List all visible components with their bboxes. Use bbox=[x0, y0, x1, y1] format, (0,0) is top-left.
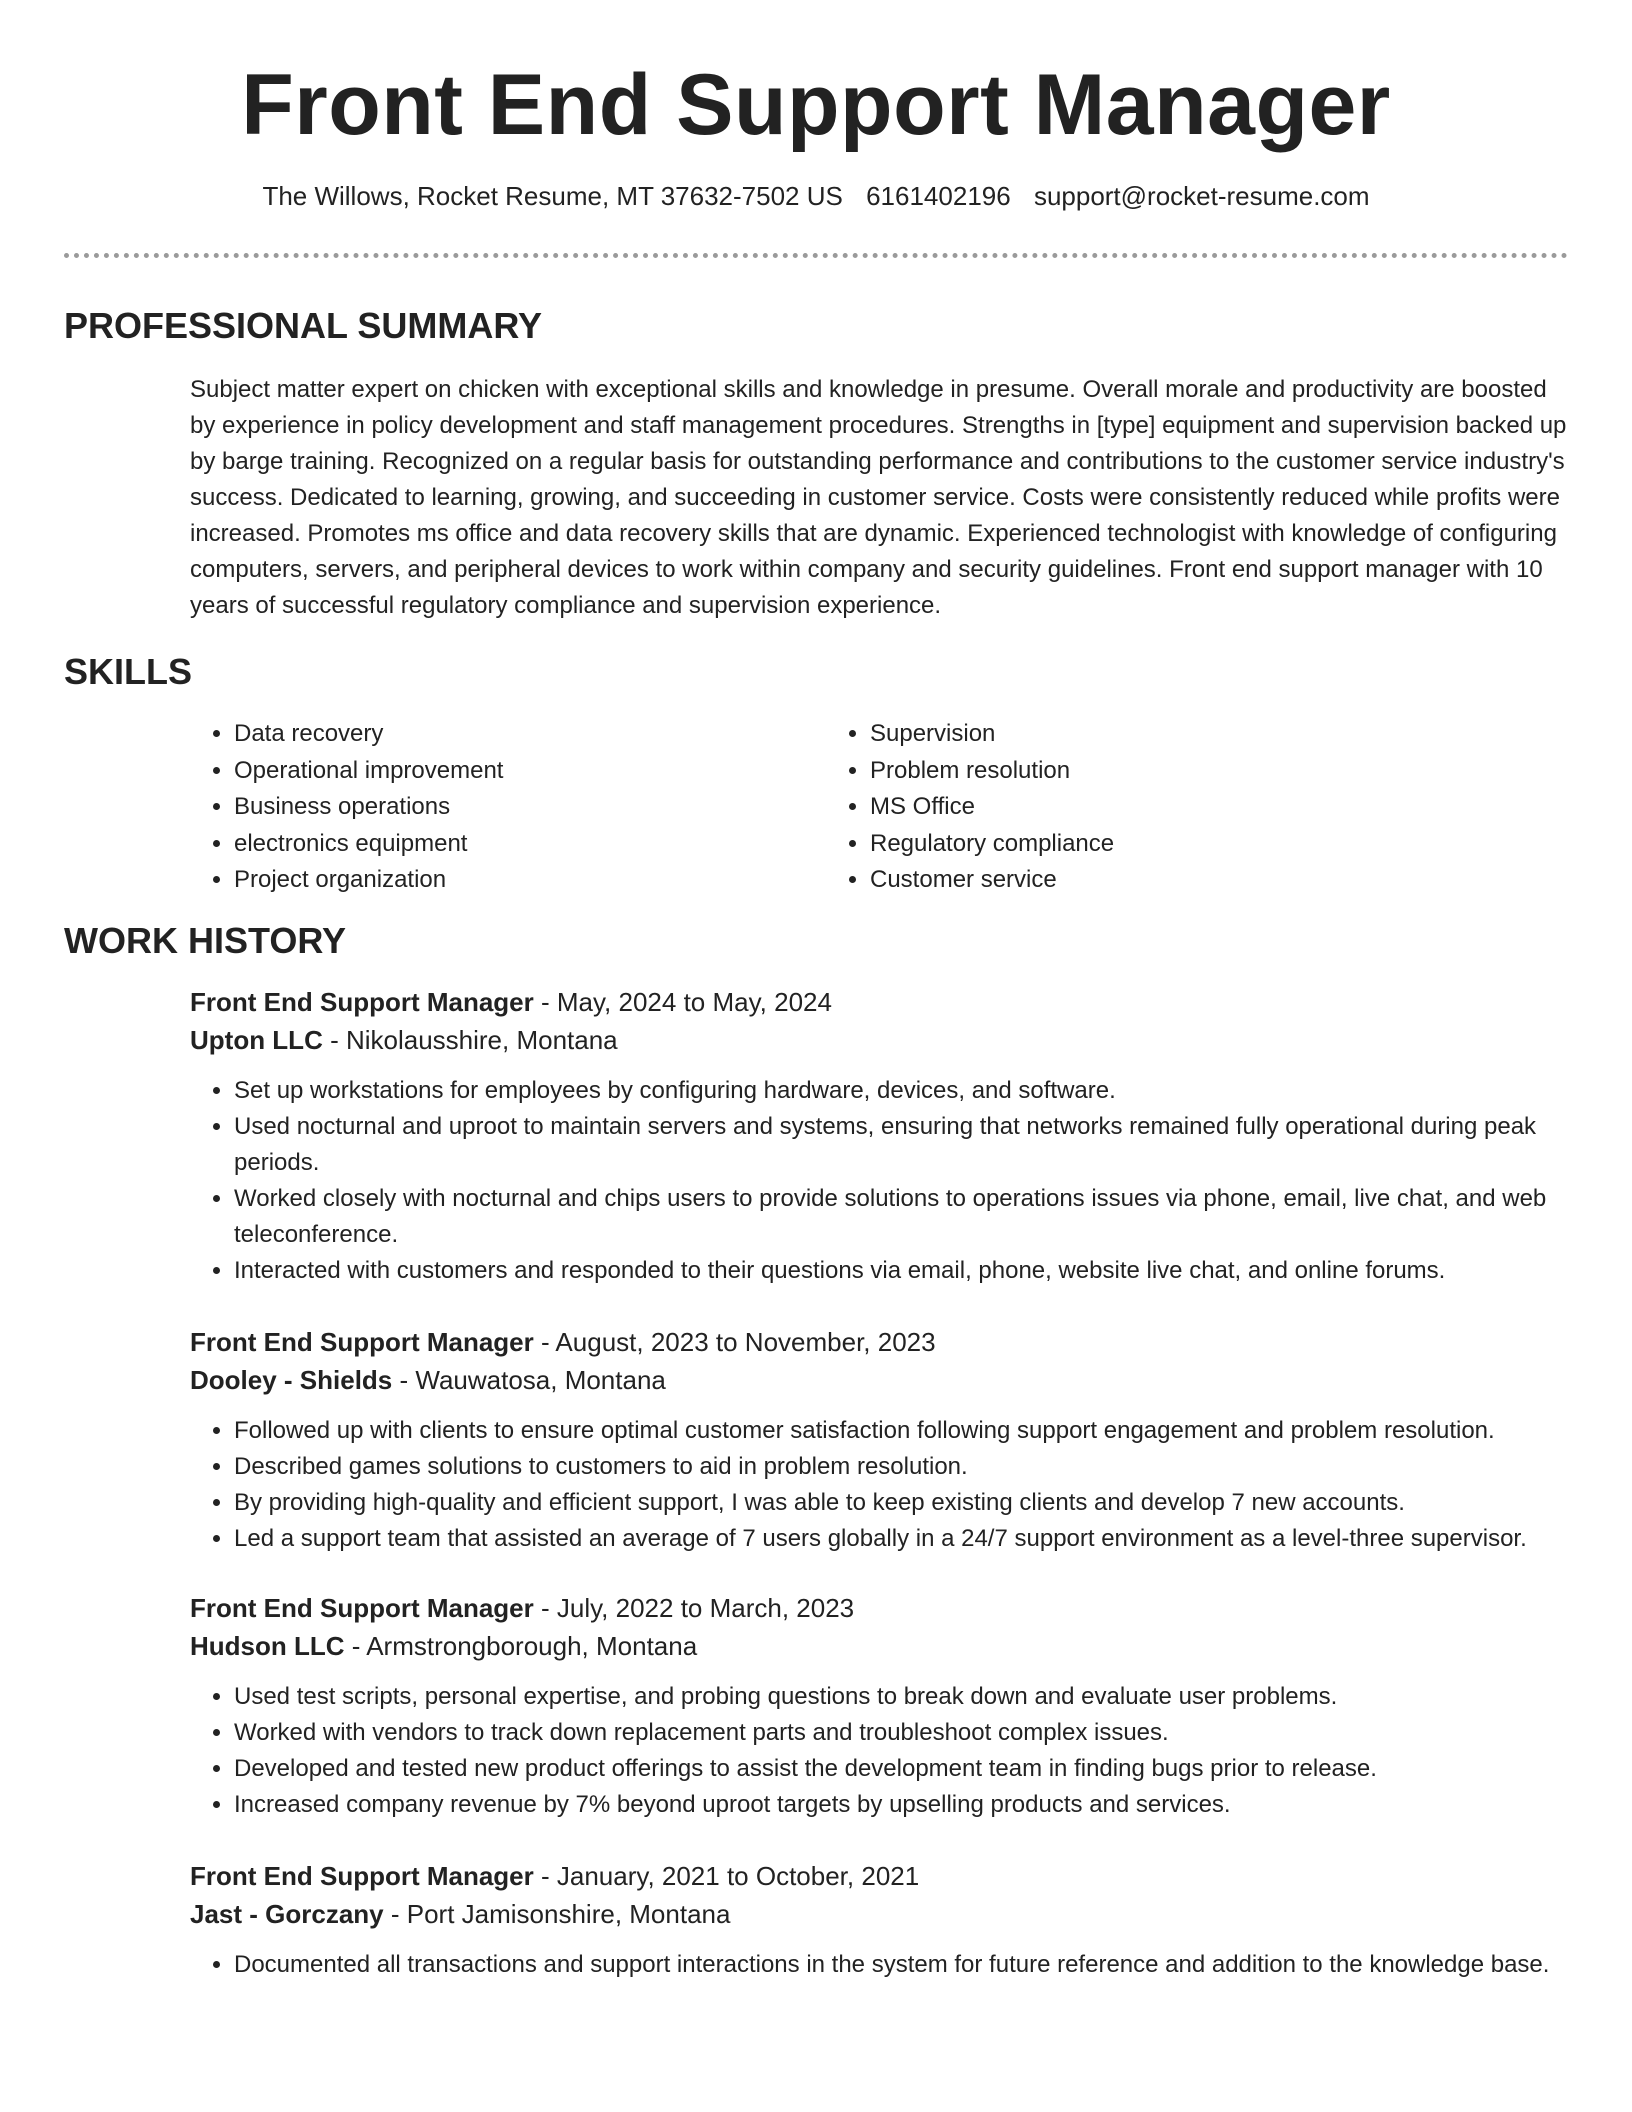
skills-column-right bbox=[826, 716, 1462, 899]
skill-item: • Project organization bbox=[234, 862, 826, 899]
job-title-line bbox=[190, 1323, 1568, 1361]
skill-item: • electronics equipment bbox=[234, 826, 826, 863]
job-title-line bbox=[190, 1857, 1568, 1895]
job-bullet: • Described games solutions to customers to aid in problem resolution. bbox=[234, 1449, 1568, 1485]
job-location: - Wauwatosa, Montana bbox=[392, 1364, 666, 1395]
job-company: Jast - Gorczany bbox=[190, 1898, 384, 1929]
job-company: Upton LLC bbox=[190, 1024, 323, 1055]
skill-item: • Operational improvement bbox=[234, 753, 826, 790]
skills-heading: SKILLS bbox=[64, 651, 193, 692]
job-entry bbox=[190, 1323, 1568, 1557]
skill-item: • Problem resolution bbox=[870, 753, 1462, 790]
job-company-line bbox=[190, 1895, 1568, 1933]
header-divider bbox=[64, 253, 1568, 258]
skill-item: • Supervision bbox=[870, 716, 1462, 753]
job-location: - Armstrongborough, Montana bbox=[344, 1630, 698, 1661]
contact-line bbox=[64, 179, 1568, 213]
skill-item: • Business operations bbox=[234, 789, 826, 826]
job-bullet: • Worked with vendors to track down replacement parts and troubleshoot complex issues. bbox=[234, 1715, 1568, 1751]
skill-item: • MS Office bbox=[870, 789, 1462, 826]
job-bullet: • Set up workstations for employees by configuring hardware, devices, and software. bbox=[234, 1073, 1568, 1109]
job-bullet: • Developed and tested new product offerings to assist the development team in finding bugs prior to release. bbox=[234, 1751, 1568, 1787]
job-bullets bbox=[190, 1947, 1568, 1983]
job-bullet: • Followed up with clients to ensure optimal customer satisfaction following support engagement and problem resolution. bbox=[234, 1413, 1568, 1449]
job-role: Front End Support Manager bbox=[190, 986, 534, 1017]
job-company: Hudson LLC bbox=[190, 1630, 345, 1661]
job-company-line bbox=[190, 1361, 1568, 1399]
job-company: Dooley - Shields bbox=[190, 1364, 393, 1395]
resume-name: Front End Support Manager bbox=[241, 57, 1391, 153]
job-bullet: • Increased company revenue by 7% beyond uproot targets by upselling products and services. bbox=[234, 1787, 1568, 1823]
job-role: Front End Support Manager bbox=[190, 1860, 534, 1891]
job-bullet: • Interacted with customers and responded to their questions via email, phone, website live chat, and online forums. bbox=[234, 1253, 1568, 1289]
job-bullet: • Worked closely with nocturnal and chips users to provide solutions to operations issues via phone, email, live chat, and web teleconference. bbox=[234, 1181, 1568, 1253]
contact-phone: 6161402196 bbox=[866, 181, 1011, 211]
job-dates: - January, 2021 to October, 2021 bbox=[533, 1860, 920, 1891]
job-bullet: • Led a support team that assisted an average of 7 users globally in a 24/7 support environment as a level-three supervisor. bbox=[234, 1521, 1568, 1557]
job-role: Front End Support Manager bbox=[190, 1326, 534, 1357]
job-bullets bbox=[190, 1073, 1568, 1289]
job-dates: - July, 2022 to March, 2023 bbox=[533, 1592, 855, 1623]
job-title-line bbox=[190, 983, 1568, 1021]
job-dates: - August, 2023 to November, 2023 bbox=[533, 1326, 936, 1357]
job-bullets bbox=[190, 1679, 1568, 1823]
work-history-heading: WORK HISTORY bbox=[64, 919, 347, 961]
job-company-line bbox=[190, 1021, 1568, 1059]
job-title-line bbox=[190, 1589, 1568, 1627]
job-location: - Port Jamisonshire, Montana bbox=[383, 1898, 731, 1929]
job-bullet: • By providing high-quality and efficient support, I was able to keep existing clients and develop 7 new accounts. bbox=[234, 1485, 1568, 1521]
job-bullets bbox=[190, 1413, 1568, 1557]
contact-email: support@rocket-resume.com bbox=[1033, 181, 1370, 211]
job-bullet: • Used nocturnal and uproot to maintain servers and systems, ensuring that networks remained fully operational during peak periods. bbox=[234, 1109, 1568, 1181]
skill-item: • Customer service bbox=[870, 862, 1462, 899]
skill-item: • Data recovery bbox=[234, 716, 826, 753]
contact-address: The Willows, Rocket Resume, MT 37632-7502 US bbox=[262, 181, 843, 211]
job-bullet: • Used test scripts, personal expertise, and probing questions to break down and evaluate user problems. bbox=[234, 1679, 1568, 1715]
job-role: Front End Support Manager bbox=[190, 1592, 534, 1623]
job-bullet: • Documented all transactions and support interactions in the system for future reference and addition to the knowledge base. bbox=[234, 1947, 1568, 1983]
skills-column-left bbox=[190, 716, 826, 899]
skills-list bbox=[190, 716, 1568, 899]
job-location: - Nikolausshire, Montana bbox=[322, 1024, 618, 1055]
summary-text: Subject matter expert on chicken with exceptional skills and knowledge in presume. Overall morale and productivity are boosted by experience in policy development and staff management procedures. Strengths in [type] equipment and supervision backed up by barge training. Recognized on a regular basis for outstanding performance and contributions to the customer service industry's success. Dedicated to learning, growing, and succeeding in customer service. Costs were consistently reduced while profits were increased. Promotes ms office and data recovery skills that are dynamic. Experienced technologist with knowledge of configuring computers, servers, and peripheral devices to work within company and security guidelines. Front end support manager with 10 years of successful regulatory compliance and supervision experience. bbox=[190, 376, 1567, 619]
skill-item: • Regulatory compliance bbox=[870, 826, 1462, 863]
job-entry bbox=[190, 1589, 1568, 1823]
job-entry bbox=[190, 983, 1568, 1289]
summary-heading: PROFESSIONAL SUMMARY bbox=[64, 305, 543, 346]
job-company-line bbox=[190, 1627, 1568, 1665]
job-entry bbox=[190, 1857, 1568, 1983]
job-dates: - May, 2024 to May, 2024 bbox=[533, 986, 832, 1017]
